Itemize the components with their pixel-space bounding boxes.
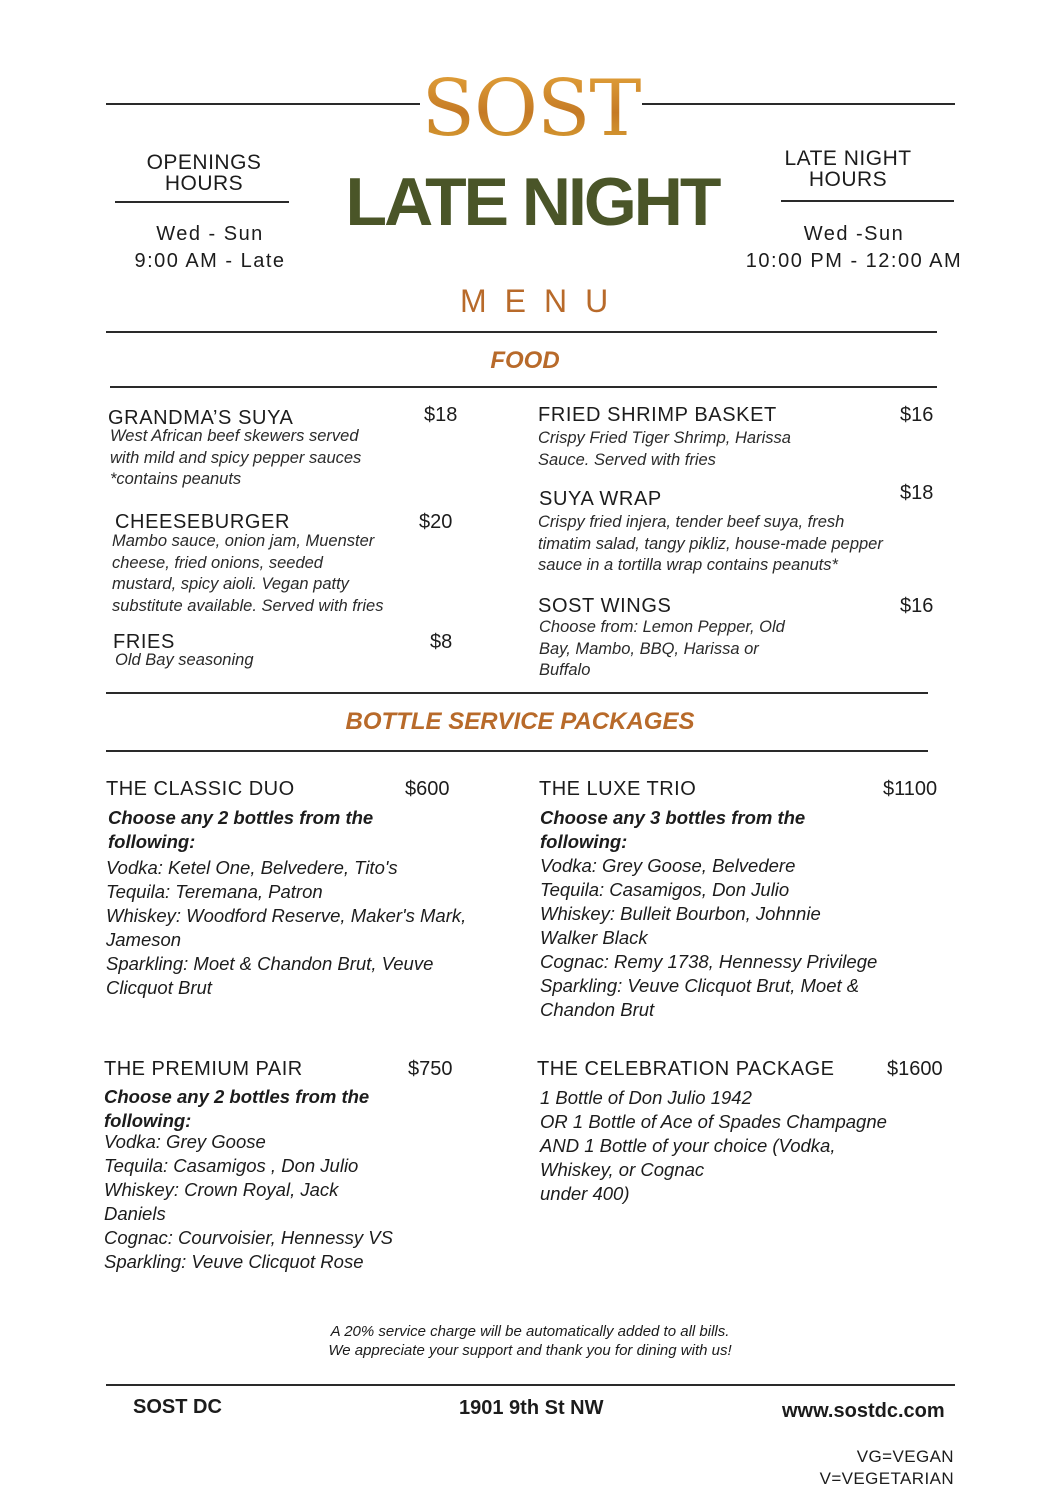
- package-bottle-list: Vodka: Ketel One, Belvedere, Tito's Tequila: Teremana, Patron Whiskey: Woodford Reserve, Maker's Mark, Jameson Sparkling: Moet & Chandon Brut, Veuve Clicquot Brut: [106, 857, 467, 998]
- divider-3: [106, 692, 928, 694]
- footer-website[interactable]: www.sostdc.com: [782, 1400, 945, 1422]
- menu-item-price: $20: [419, 511, 453, 533]
- menu-item-name: CHEESEBURGER: [115, 511, 291, 533]
- package-bottle-list: 1 Bottle of Don Julio 1942 OR 1 Bottle of Ace of Spades Champagne AND 1 Bottle of your choice (Vodka, Whiskey, or Cognac under 400): [540, 1087, 887, 1204]
- package-name: THE CELEBRATION PACKAGE: [537, 1058, 835, 1080]
- package-price: $1600: [887, 1058, 943, 1080]
- package-bottle-list: Vodka: Grey Goose, Belvedere Tequila: Casamigos, Don Julio Whiskey: Bulleit Bourbon, Johnnie Walker Black Cognac: Remy 1738, Hennessy Privilege Sparkling: Veuve Clicquot Brut, Moet & Chandon Brut: [540, 855, 878, 1020]
- package-price: $600: [405, 778, 450, 800]
- menu-item-price: $18: [900, 482, 934, 504]
- menu-item-desc: West African beef skewers served with mild and spicy pepper sauces *contains peanuts: [110, 427, 362, 488]
- menu-item-price: $16: [900, 595, 934, 617]
- opening-hours-title: OPENINGS HOURS: [146, 151, 262, 195]
- menu-item-desc: Crispy fried injera, tender beef suya, fresh timatim salad, tangy pikliz, house-made pepper sauce in a tortilla wrap contains peanuts*: [538, 513, 883, 574]
- footer-restaurant-name: SOST DC: [133, 1396, 222, 1418]
- header-rule-left: [106, 103, 420, 105]
- menu-item-desc: Old Bay seasoning: [115, 651, 254, 669]
- package-choose-text: Choose any 2 bottles from the following:: [108, 807, 374, 852]
- divider-4: [106, 750, 928, 752]
- menu-item-desc: Mambo sauce, onion jam, Muenster cheese, fried onions, seeded mustard, spicy aioli. Vegan patty substitute available. Served with fries: [112, 532, 384, 615]
- package-name: THE CLASSIC DUO: [106, 778, 295, 800]
- menu-item-price: $8: [430, 631, 453, 653]
- logo: SOST: [421, 64, 641, 154]
- package-price: $1100: [883, 778, 938, 800]
- menu-subtitle: MENU: [460, 283, 627, 319]
- opening-hours-rule: [115, 201, 289, 203]
- package-bottle-list: Vodka: Grey Goose Tequila: Casamigos , Don Julio Whiskey: Crown Royal, Jack Daniels Cognac: Courvoisier, Hennessy VS Sparkling: Veuve Clicquot Rose: [104, 1131, 393, 1272]
- late-night-hours-text: Wed -Sun 10:00 PM - 12:00 AM: [745, 223, 963, 272]
- late-night-hours-title: LATE NIGHT HOURS: [784, 147, 912, 191]
- menu-item-price: $16: [900, 404, 934, 426]
- menu-item-name: GRANDMA’S SUYA: [108, 407, 294, 429]
- menu-item-name: FRIED SHRIMP BASKET: [538, 404, 777, 426]
- package-choose-text: Choose any 2 bottles from the following:: [104, 1086, 370, 1131]
- package-choose-text: Choose any 3 bottles from the following:: [540, 807, 806, 852]
- header-rule-right: [642, 103, 955, 105]
- bottle-section-title: BOTTLE SERVICE PACKAGES: [345, 708, 695, 735]
- menu-item-desc: Choose from: Lemon Pepper, Old Bay, Mambo, BBQ, Harissa or Buffalo: [539, 618, 785, 679]
- package-price: $750: [408, 1058, 453, 1080]
- divider-2: [110, 386, 937, 388]
- menu-item-price: $18: [424, 404, 458, 426]
- divider-1: [106, 331, 937, 333]
- page-title: LATE NIGHT: [345, 164, 719, 240]
- service-charge-note: A 20% service charge will be automatically added to all bills. We appreciate your support and thank you for dining with us!: [328, 1323, 732, 1359]
- diet-legend: VG=VEGAN V=VEGETARIAN: [819, 1447, 954, 1488]
- menu-item-name: SOST WINGS: [538, 595, 672, 617]
- package-name: THE PREMIUM PAIR: [104, 1058, 303, 1080]
- food-section-title: FOOD: [490, 347, 560, 374]
- menu-item-name: SUYA WRAP: [539, 488, 662, 510]
- opening-hours-text: Wed - Sun 9:00 AM - Late: [134, 223, 286, 272]
- footer-rule: [106, 1384, 955, 1386]
- menu-item-desc: Crispy Fried Tiger Shrimp, Harissa Sauce. Served with fries: [538, 429, 791, 469]
- package-name: THE LUXE TRIO: [539, 778, 697, 800]
- footer-address: 1901 9th St NW: [459, 1397, 604, 1419]
- late-night-hours-rule: [781, 200, 954, 202]
- menu-item-name: FRIES: [113, 631, 175, 653]
